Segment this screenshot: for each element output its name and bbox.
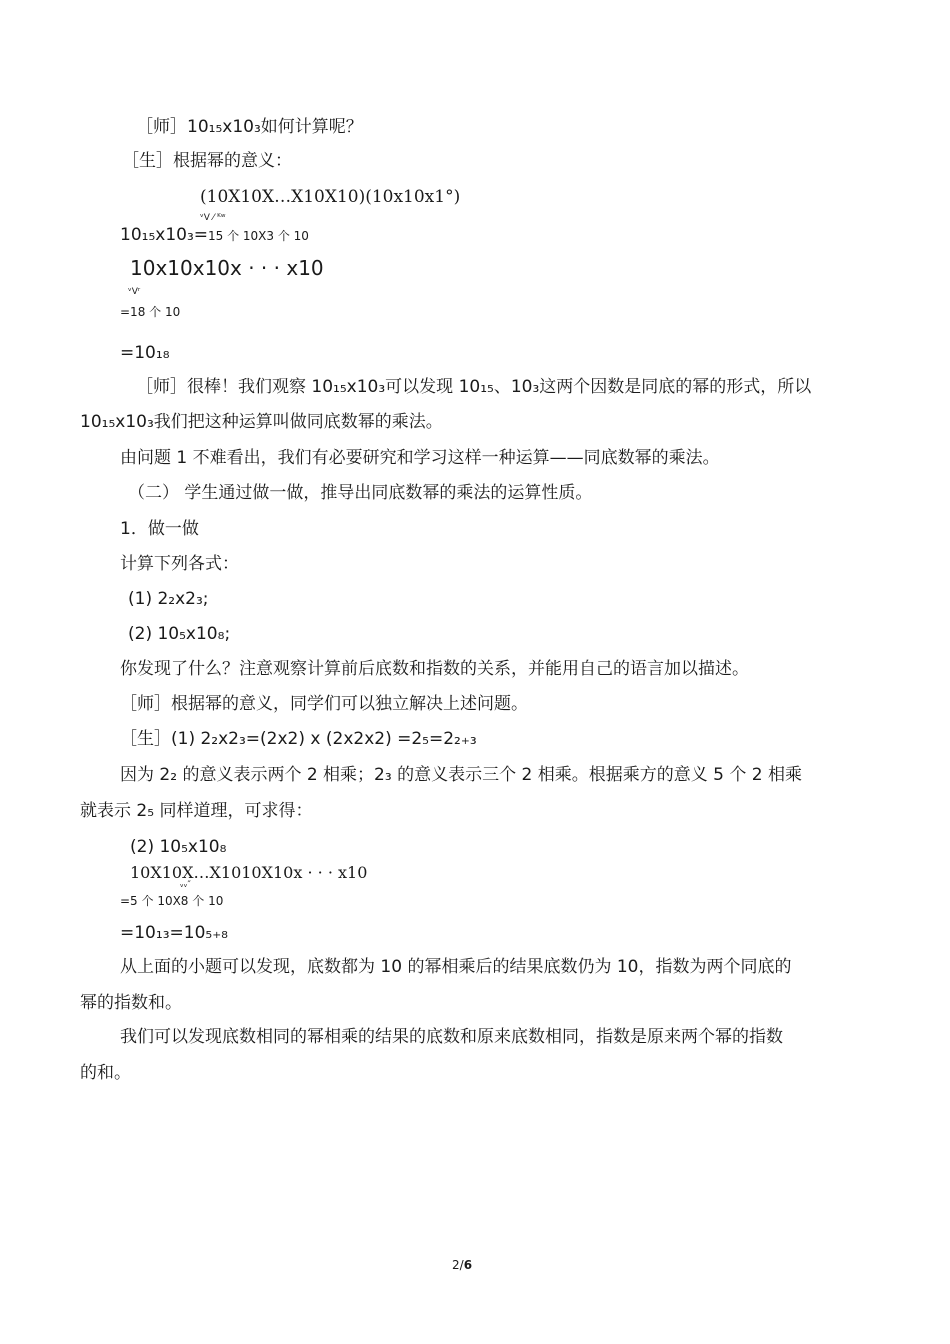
expansion-line: (10X10X…X10X10)(10x10x1°)	[200, 187, 461, 207]
count-18-tens: =18 个 10	[120, 305, 181, 319]
solution-2-heading: (2) 10₅x10₈	[130, 837, 227, 857]
page-total: 6	[463, 1258, 473, 1272]
solution-2-expansion: 10X10X…X1010X10x · · · x10	[130, 863, 368, 882]
explanation-line-1: 因为 2₂ 的意义表示两个 2 相乘；2₃ 的意义表示三个 2 相乘。根据乘方的意义 5 个 2 相乘	[120, 765, 802, 785]
exercise-intro: 计算下列各式：	[120, 554, 239, 574]
motivation-line: 由问题 1 不难看出，我们有必要研究和学习这样一种运算——同底数幂的乘法。	[120, 448, 720, 468]
equation-start	[120, 224, 309, 246]
definition-line: 10₁₅x10₃我们把这种运算叫做同底数幂的乘法。	[80, 412, 443, 432]
student-solution-1: ［生］(1) 2₂x2₃=(2x2) x (2x2x2) =2₅=2₂₊₃	[120, 729, 477, 749]
exercise-2: (2) 10₅x10₈;	[128, 624, 231, 644]
teacher-praise: ［师］很棒！我们观察 10₁₅x10₃可以发现 10₁₅、10₃这两个因数是同底的幂的形式，所以	[136, 377, 812, 397]
equation-rhs-caption: 15 个 10X3 个 10	[208, 229, 309, 243]
explanation-line-2: 就表示 2₅ 同样道理，可求得：	[80, 801, 313, 821]
result-10-18: =10₁₈	[120, 343, 170, 363]
brace-marks-2: ᵛVʳ	[128, 287, 141, 297]
summary-line-2: 的和。	[80, 1063, 131, 1083]
teacher-question: ［师］10₁₅x10₃如何计算呢？	[136, 117, 363, 137]
conclusion-line-2: 幂的指数和。	[80, 993, 182, 1013]
student-answer-intro: ［生］根据幂的意义：	[122, 151, 292, 171]
count-5-and-8: =5 个 10X8 个 10	[120, 894, 224, 908]
summary-line-1: 我们可以发现底数相同的幂相乘的结果的底数和原来底数相同，指数是原来两个幂的指数	[120, 1027, 783, 1047]
page-number	[452, 1258, 472, 1272]
section-heading: （二） 学生通过做一做，推导出同底数幂的乘法的运算性质。	[128, 483, 593, 503]
result-10-13: =10₁₃=10₅₊₈	[120, 923, 228, 943]
subsection-heading: 1．做一做	[120, 519, 199, 539]
product-18-tens: 10x10x10x · · · x10	[130, 256, 324, 280]
equation-lhs: 10₁₅x10₃=	[120, 225, 209, 245]
page-current: 2/	[452, 1258, 464, 1272]
observation-prompt: 你发现了什么？注意观察计算前后底数和指数的关系，并能用自己的语言加以描述。	[120, 659, 749, 679]
exercise-1: (1) 2₂x2₃;	[128, 589, 209, 609]
brace-marks: ᵛV ⁄ ᴷʷ	[200, 213, 226, 223]
teacher-instruction: ［师］根据幂的意义，同学们可以独立解决上述问题。	[120, 694, 528, 714]
brace-marks-3: ᵥᵥ″	[180, 880, 191, 890]
conclusion-line-1: 从上面的小题可以发现，底数都为 10 的幂相乘后的结果底数仍为 10，指数为两个同底的	[120, 957, 792, 977]
